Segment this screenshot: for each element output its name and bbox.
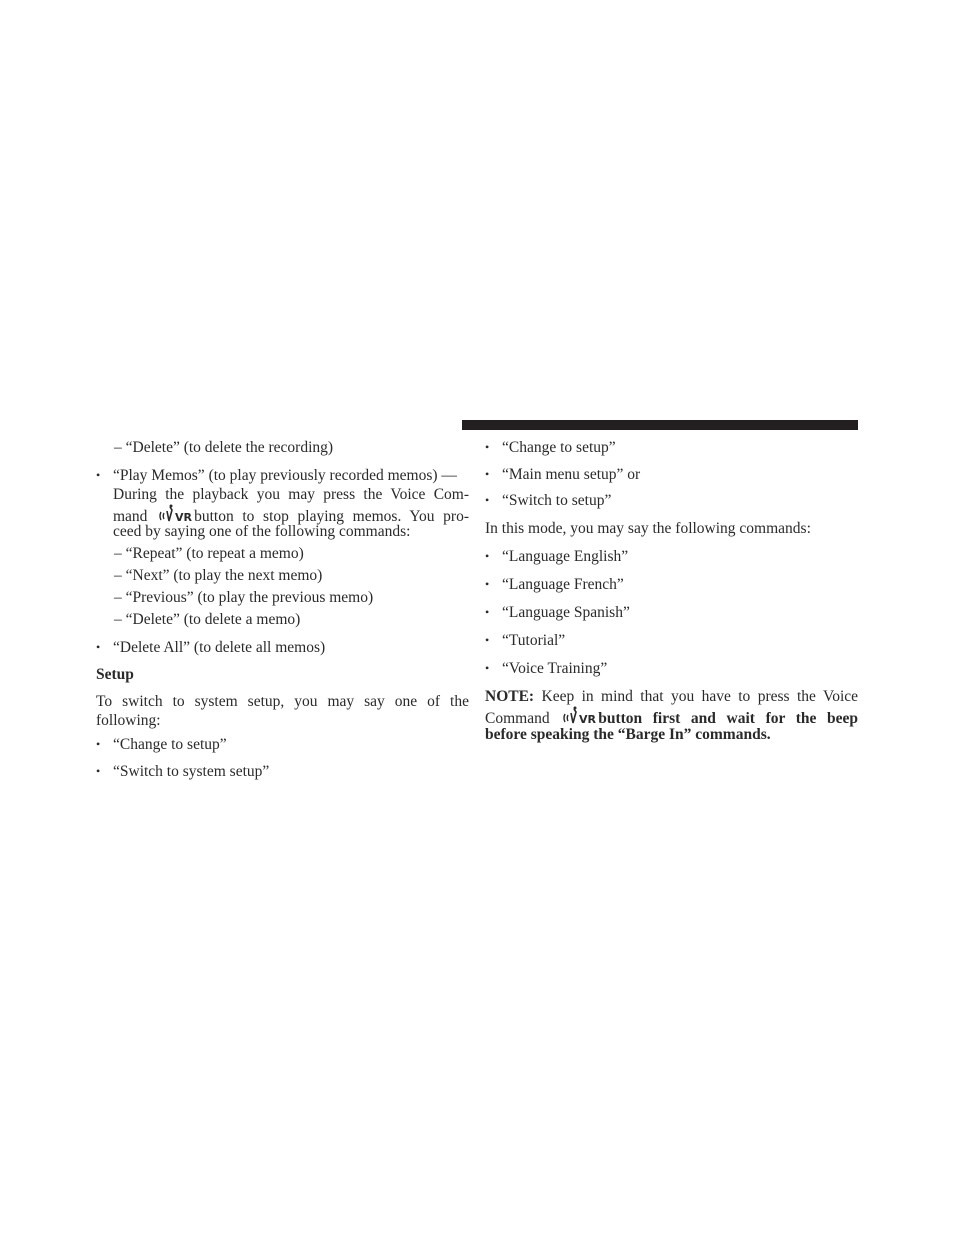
- bullet-icon: •: [485, 467, 490, 481]
- bullet-icon: •: [96, 640, 101, 654]
- svg-text:VR: VR: [579, 713, 597, 726]
- setup-heading: Setup: [96, 666, 134, 683]
- bullet-icon: •: [96, 468, 101, 482]
- note-label: NOTE:: [485, 688, 535, 705]
- voice-command-icon: [158, 504, 192, 524]
- sub-item-previous: – “Previous” (to play the previous memo): [114, 589, 374, 606]
- note-line-2: Command VR button first and wait for the beep: [485, 706, 858, 728]
- section-rule: [462, 420, 858, 430]
- note-line-3: before speaking the “Barge In” commands.: [485, 726, 771, 743]
- play-memos-line-3: mand VR button to stop playing memos. You pro-: [113, 504, 469, 526]
- sub-item-delete-memo: – “Delete” (to delete a memo): [114, 611, 301, 628]
- bullet-icon: •: [485, 440, 490, 454]
- sub-item-delete-recording: – “Delete” (to delete the recording): [114, 439, 334, 456]
- voice-command-icon: [562, 706, 596, 726]
- bullet-icon: •: [485, 549, 490, 563]
- sub-item-repeat: – “Repeat” (to repeat a memo): [114, 545, 304, 562]
- switch-setup-line-1: To switch to system setup, you may say one of the: [96, 693, 469, 710]
- bullet-icon: •: [485, 661, 490, 675]
- mode-intro: In this mode, you may say the following commands:: [485, 520, 811, 537]
- bullet-icon: •: [485, 605, 490, 619]
- note-line-1: NOTE: Keep in mind that you have to press the Voice: [485, 688, 859, 705]
- switch-setup-line-2: following:: [96, 712, 161, 729]
- sub-item-next: – “Next” (to play the next memo): [114, 567, 323, 584]
- play-memos-line-4: ceed by saying one of the following commands:: [113, 523, 411, 540]
- bullet-icon: •: [485, 633, 490, 647]
- svg-text:VR: VR: [175, 511, 193, 524]
- bullet-icon: •: [96, 764, 101, 778]
- bullet-icon: •: [485, 577, 490, 591]
- bullet-icon: •: [96, 737, 101, 751]
- bullet-icon: •: [485, 493, 490, 507]
- play-memos-line-2: During the playback you may press the Voice Com-: [113, 486, 469, 503]
